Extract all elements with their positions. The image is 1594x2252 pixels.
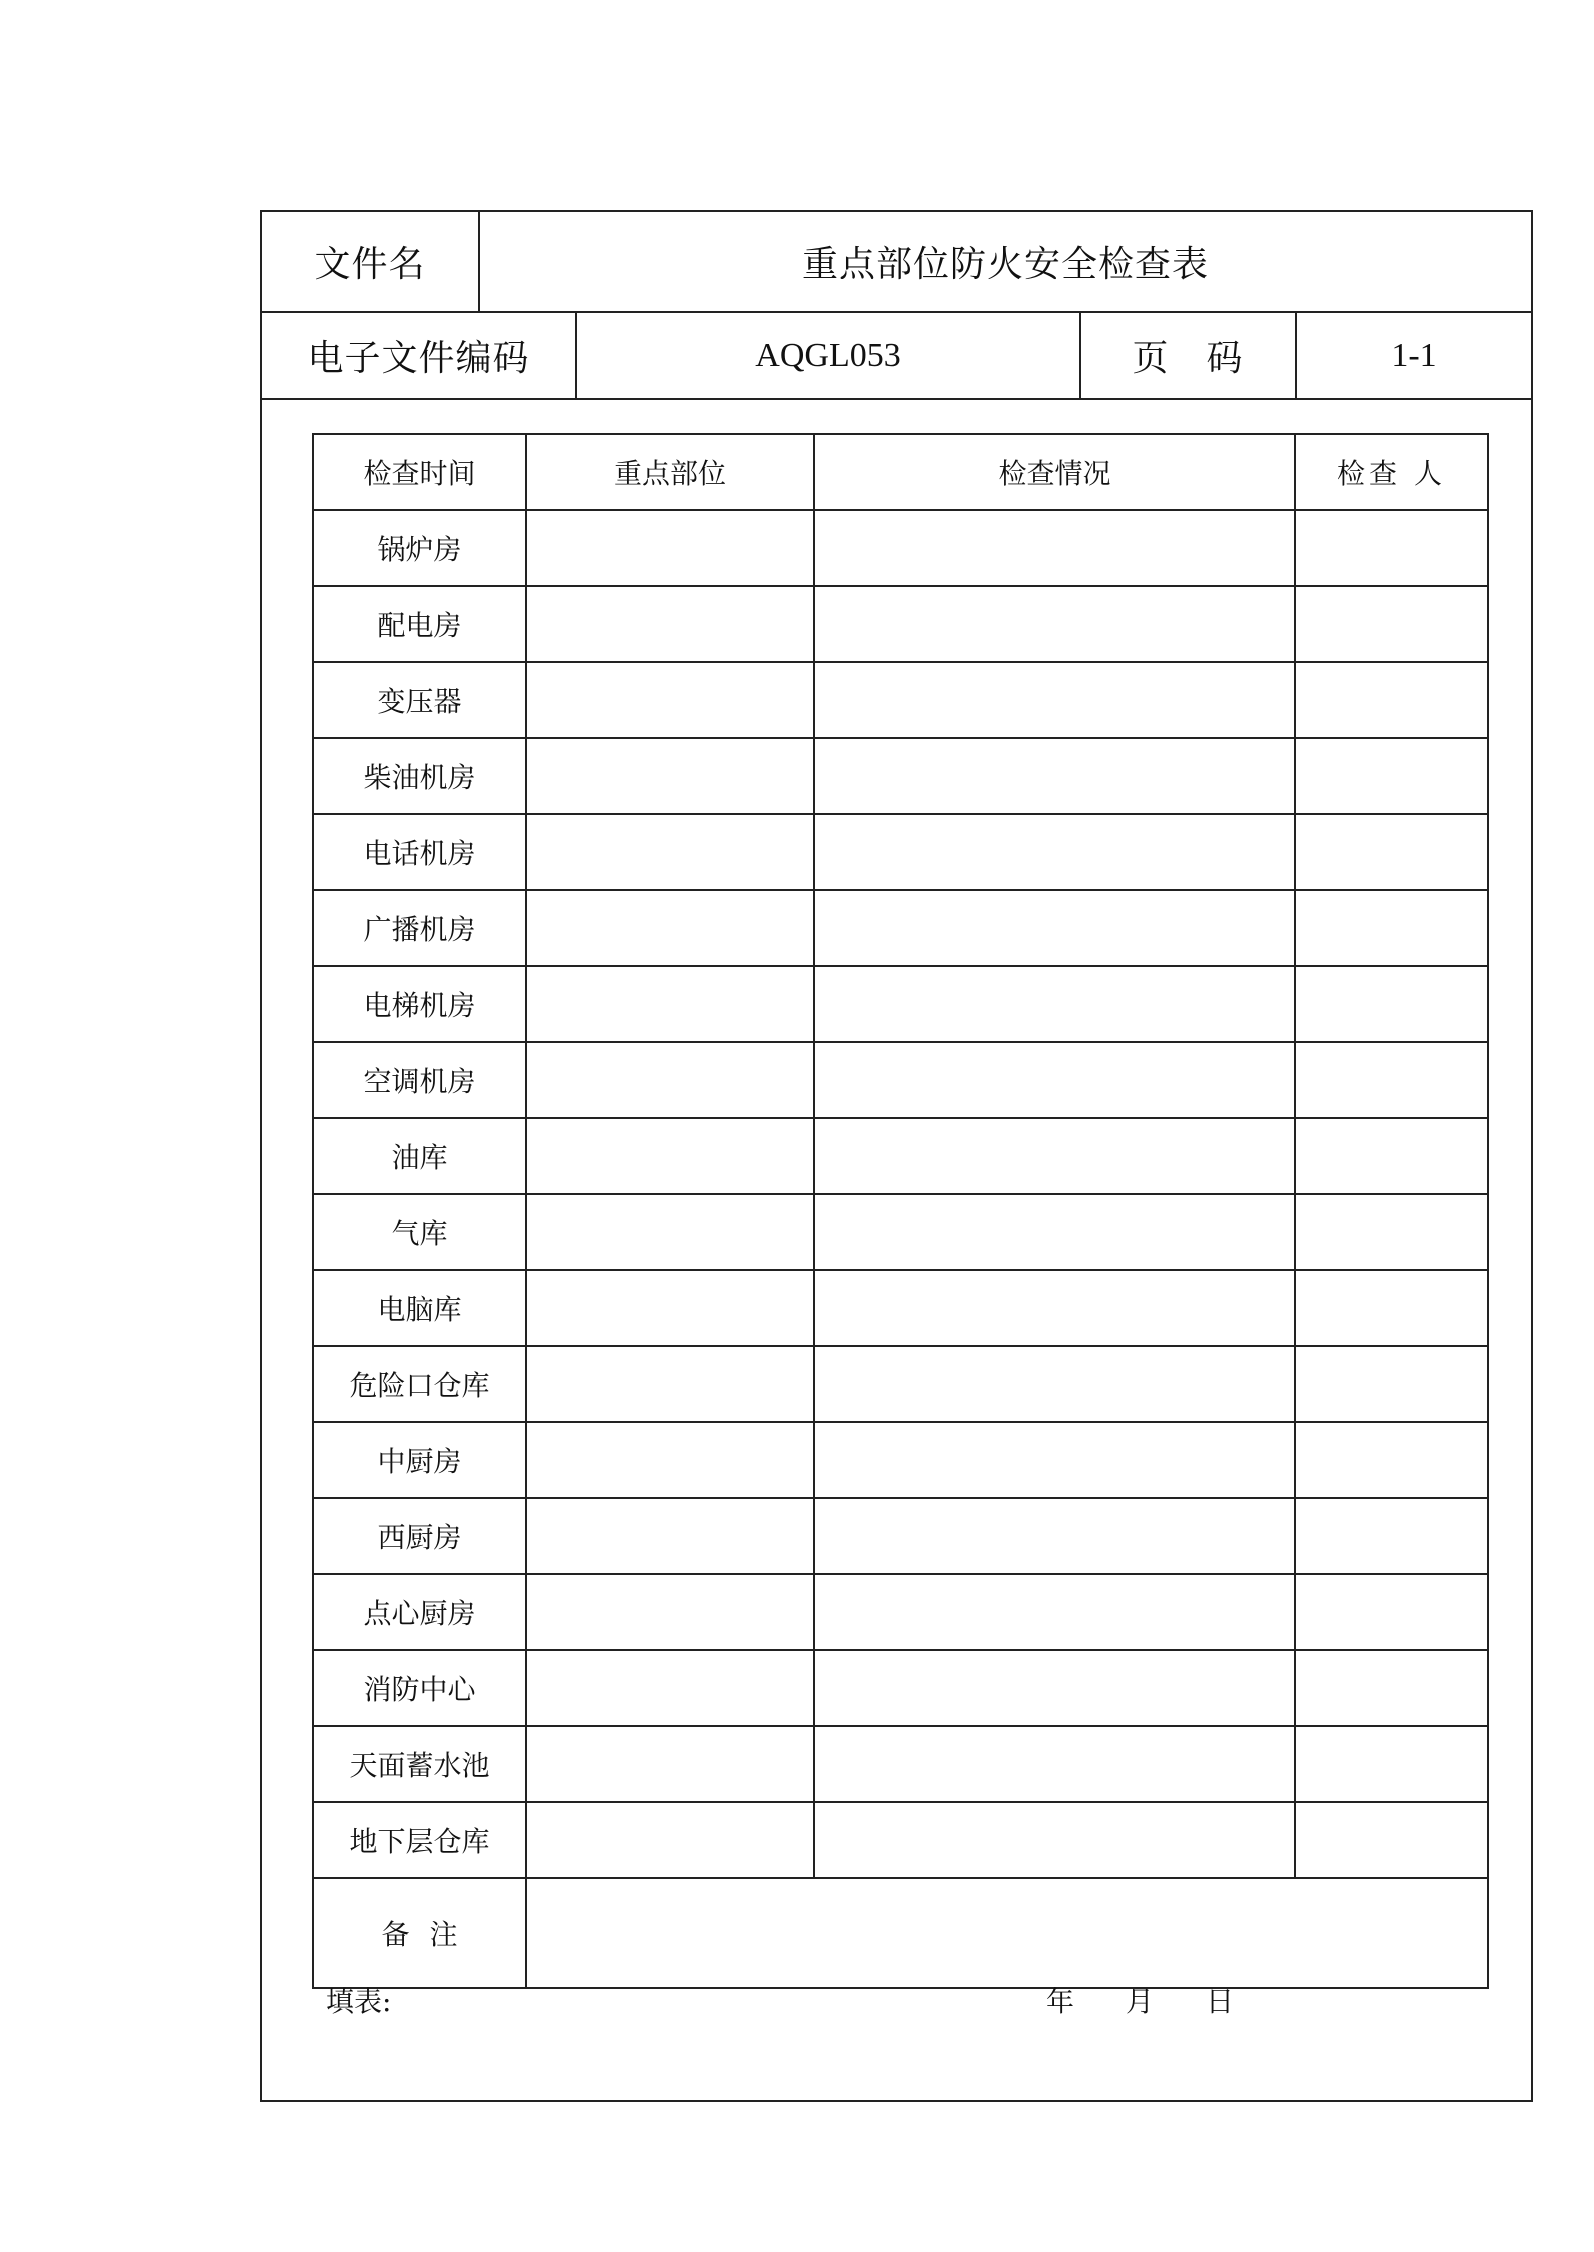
- row-label: 西厨房: [313, 1498, 526, 1574]
- table-row: [313, 1726, 1488, 1802]
- key-location-cell[interactable]: [526, 1042, 814, 1118]
- inspector-cell[interactable]: [1295, 510, 1488, 586]
- check-status-cell[interactable]: [814, 1346, 1295, 1422]
- check-status-cell[interactable]: [814, 586, 1295, 662]
- inspector-cell[interactable]: [1295, 1498, 1488, 1574]
- inspector-cell[interactable]: [1295, 586, 1488, 662]
- column-header-check-time: 检查时间: [313, 434, 526, 510]
- row-label: 配电房: [313, 586, 526, 662]
- key-location-cell[interactable]: [526, 1802, 814, 1878]
- row-label: 变压器: [313, 662, 526, 738]
- inspector-cell[interactable]: [1295, 1650, 1488, 1726]
- key-location-cell[interactable]: [526, 1726, 814, 1802]
- page-label: 页 码: [1081, 313, 1297, 398]
- key-location-cell[interactable]: [526, 1422, 814, 1498]
- table-row: [313, 738, 1488, 814]
- inspector-cell[interactable]: [1295, 890, 1488, 966]
- table-row: [313, 1346, 1488, 1422]
- inspector-cell[interactable]: [1295, 1270, 1488, 1346]
- row-label: 电脑库: [313, 1270, 526, 1346]
- table-row: [313, 1498, 1488, 1574]
- file-name-value: 重点部位防火安全检查表: [801, 244, 1209, 285]
- inspector-cell[interactable]: [1295, 1422, 1488, 1498]
- row-label: 天面蓄水池: [313, 1726, 526, 1802]
- check-status-cell[interactable]: [814, 890, 1295, 966]
- inspector-cell[interactable]: [1295, 1118, 1488, 1194]
- check-status-cell[interactable]: [814, 1802, 1295, 1878]
- table-header-row: [313, 434, 1488, 510]
- column-header-check-status: 检查情况: [814, 434, 1295, 510]
- check-status-cell[interactable]: [814, 662, 1295, 738]
- inspector-cell[interactable]: [1295, 1726, 1488, 1802]
- inspector-cell[interactable]: [1295, 662, 1488, 738]
- table-row: [313, 1574, 1488, 1650]
- inspector-cell[interactable]: [1295, 1194, 1488, 1270]
- check-status-cell[interactable]: [814, 966, 1295, 1042]
- row-label: 中厨房: [313, 1422, 526, 1498]
- key-location-cell[interactable]: [526, 586, 814, 662]
- inspector-cell[interactable]: [1295, 1346, 1488, 1422]
- check-status-cell[interactable]: [814, 814, 1295, 890]
- inspector-cell[interactable]: [1295, 738, 1488, 814]
- key-location-cell[interactable]: [526, 1194, 814, 1270]
- check-status-cell[interactable]: [814, 1726, 1295, 1802]
- date-day-label: 日: [1206, 1985, 1235, 2018]
- key-location-cell[interactable]: [526, 738, 814, 814]
- check-status-cell[interactable]: [814, 738, 1295, 814]
- code-label: 电子文件编码: [262, 313, 577, 398]
- remarks-label: 备注: [313, 1878, 526, 1988]
- row-label: 气库: [313, 1194, 526, 1270]
- date-month-label: 月: [1126, 1985, 1155, 2018]
- key-location-cell[interactable]: [526, 890, 814, 966]
- check-status-cell[interactable]: [814, 1042, 1295, 1118]
- row-label: 电梯机房: [313, 966, 526, 1042]
- key-location-cell[interactable]: [526, 1346, 814, 1422]
- key-location-cell[interactable]: [526, 662, 814, 738]
- key-location-cell[interactable]: [526, 1650, 814, 1726]
- table-row: [313, 1118, 1488, 1194]
- row-label: 地下层仓库: [313, 1802, 526, 1878]
- row-label: 广播机房: [313, 890, 526, 966]
- inspection-table: [312, 433, 1489, 1989]
- check-status-cell[interactable]: [814, 510, 1295, 586]
- code-value: AQGL053: [577, 313, 1081, 398]
- check-status-cell[interactable]: [814, 1574, 1295, 1650]
- page-value: 1-1: [1391, 336, 1437, 374]
- inspector-cell[interactable]: [1295, 1042, 1488, 1118]
- inspector-cell[interactable]: [1295, 966, 1488, 1042]
- row-label: 点心厨房: [313, 1574, 526, 1650]
- key-location-cell[interactable]: [526, 510, 814, 586]
- row-label: 空调机房: [313, 1042, 526, 1118]
- table-row: [313, 1270, 1488, 1346]
- key-location-cell[interactable]: [526, 1574, 814, 1650]
- row-label: 油库: [313, 1118, 526, 1194]
- table-row: [313, 662, 1488, 738]
- table-row: [313, 510, 1488, 586]
- table-row: [313, 1042, 1488, 1118]
- check-status-cell[interactable]: [814, 1498, 1295, 1574]
- table-body: [313, 510, 1488, 1988]
- header-row-code: [262, 313, 1531, 400]
- key-location-cell[interactable]: [526, 1498, 814, 1574]
- file-name-label: 文件名: [262, 212, 480, 311]
- key-location-cell[interactable]: [526, 1118, 814, 1194]
- check-status-cell[interactable]: [814, 1118, 1295, 1194]
- key-location-cell[interactable]: [526, 1270, 814, 1346]
- row-label: 消防中心: [313, 1650, 526, 1726]
- date-year-label: 年: [1046, 1985, 1075, 2018]
- check-status-cell[interactable]: [814, 1650, 1295, 1726]
- table-row: [313, 1802, 1488, 1878]
- check-status-cell[interactable]: [814, 1270, 1295, 1346]
- inspector-cell[interactable]: [1295, 1574, 1488, 1650]
- table-row: [313, 1650, 1488, 1726]
- key-location-cell[interactable]: [526, 966, 814, 1042]
- header-row-file-name: [262, 212, 1531, 313]
- check-status-cell[interactable]: [814, 1194, 1295, 1270]
- remarks-field[interactable]: [526, 1878, 1488, 1988]
- row-label: 锅炉房: [313, 510, 526, 586]
- table-row: [313, 586, 1488, 662]
- inspector-cell[interactable]: [1295, 1802, 1488, 1878]
- row-label: 电话机房: [313, 814, 526, 890]
- table-row: [313, 1422, 1488, 1498]
- fill-in-label: 填表:: [326, 1985, 392, 2018]
- table-row: [313, 814, 1488, 890]
- column-header-key-location: 重点部位: [526, 434, 814, 510]
- row-label: 危险口仓库: [313, 1346, 526, 1422]
- table-row: [313, 1194, 1488, 1270]
- column-header-inspector: 检查 人: [1295, 434, 1488, 510]
- remarks-row: [313, 1878, 1488, 1988]
- inspector-cell[interactable]: [1295, 814, 1488, 890]
- key-location-cell[interactable]: [526, 814, 814, 890]
- table-row: [313, 890, 1488, 966]
- row-label: 柴油机房: [313, 738, 526, 814]
- check-status-cell[interactable]: [814, 1422, 1295, 1498]
- table-row: [313, 966, 1488, 1042]
